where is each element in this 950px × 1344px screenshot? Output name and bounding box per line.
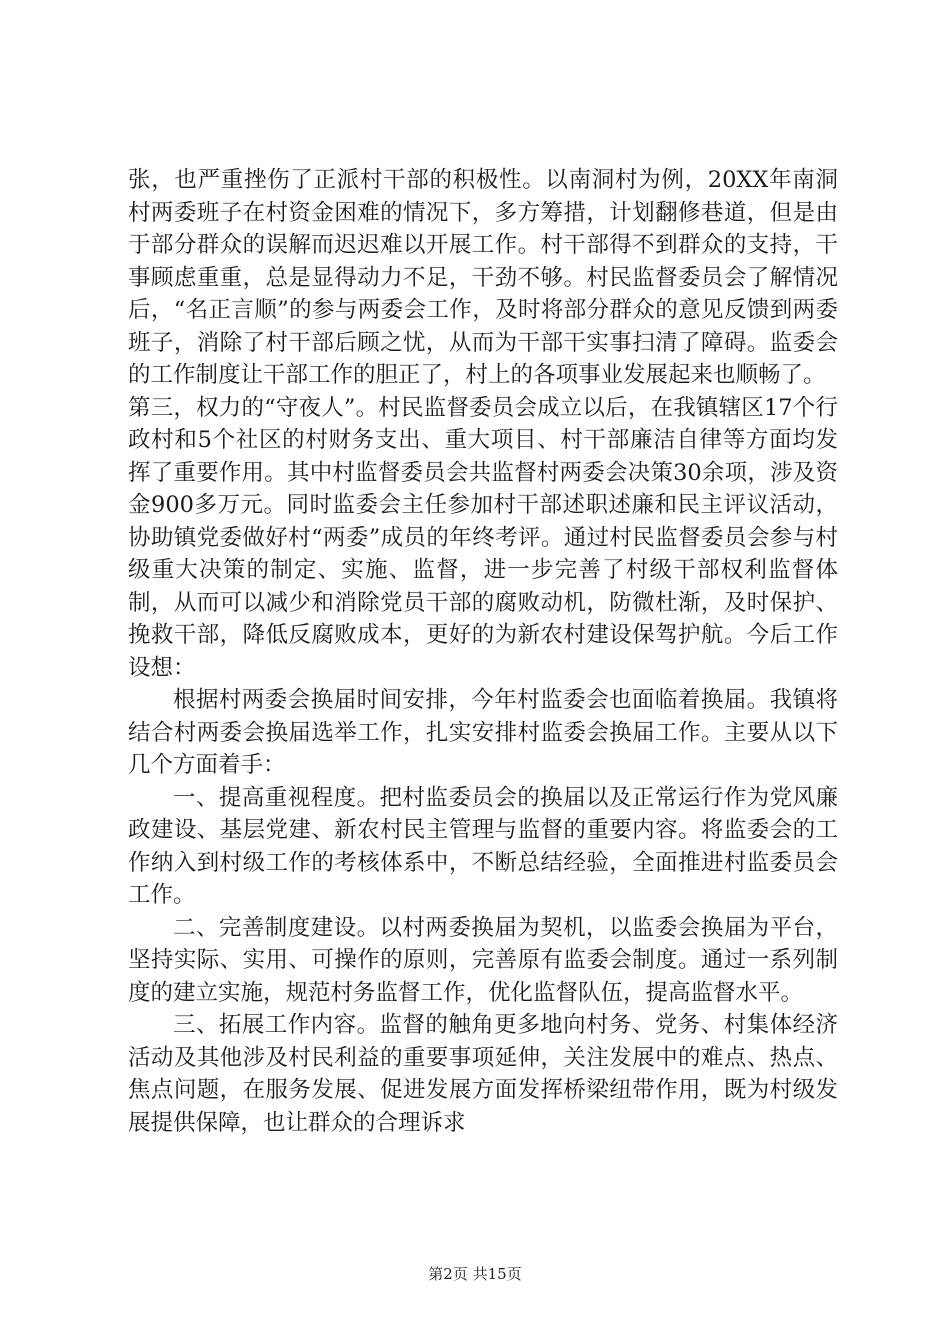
page-footer [0,1264,950,1284]
paragraph-5: 二、完善制度建设。以村两委换届为契机，以监委会换届为平台，坚持实际、实用、可操作的原则，完善原有监委会制度。通过一系列制度的建立实施，规范村务监督工作，优化监督队伍，提高监督水平。 [128,914,838,1006]
document-body [128,164,838,1139]
paragraph-2: 第三，权力的“守夜人”。村民监督委员会成立以后，在我镇辖区17个行政村和5个社区的村财务支出、重大项目、村干部廉洁自律等方面均发挥了重要作用。其中村监督委员会共监督村两委会决策30余项，涉及资金900多万元。同时监委会主任参加村干部述职述廉和民主评议活动，协助镇党委做好村“两委”成员的年终考评。通过村民监督委员会参与村级重大决策的制定、实施、监督，进一步完善了村级干部权利监督体制，从而可以减少和消除党员干部的腐败动机，防微杜渐，及时保护、挽救干部，降低反腐败成本，更好的为新农村建设保驾护航。今后工作设想： [128,394,838,681]
paragraph-4: 一、提高重视程度。把村监委员会的换届以及正常运行作为党风廉政建设、基层党建、新农村民主管理与监督的重要内容。将监委会的工作纳入到村级工作的考核体系中，不断总结经验，全面推进村监委员会工作。 [128,784,838,908]
page-number-label: 第2页 共15页 [428,1265,522,1283]
paragraph-3: 根据村两委会换届时间安排，今年村监委会也面临着换届。我镇将结合村两委会换届选举工作，扎实安排村监委会换届工作。主要从以下几个方面着手： [128,687,838,778]
paragraph-1: 张，也严重挫伤了正派村干部的积极性。以南洞村为例，20XX年南洞村两委班子在村资金困难的情况下，多方筹措，计划翻修巷道，但是由于部分群众的误解而迟迟难以开展工作。村干部得不到群众的支持，干事顾虑重重，总是显得动力不足，干劲不够。村民监督委员会了解情况后，“名正言顺”的参与两委会工作，及时将部分群众的意见反馈到两委班子，消除了村干部后顾之忧，从而为干部干实事扫清了障碍。监委会的工作制度让干部工作的胆正了，村上的各项事业发展起来也顺畅了。 [128,167,838,388]
paragraph-6: 三、拓展工作内容。监督的触角更多地向村务、党务、村集体经济活动及其他涉及村民利益的重要事项延伸，关注发展中的难点、热点、焦点问题，在服务发展、促进发展方面发挥桥梁纽带作用，既为村级发展提供保障，也让群众的合理诉求 [128,1012,838,1136]
